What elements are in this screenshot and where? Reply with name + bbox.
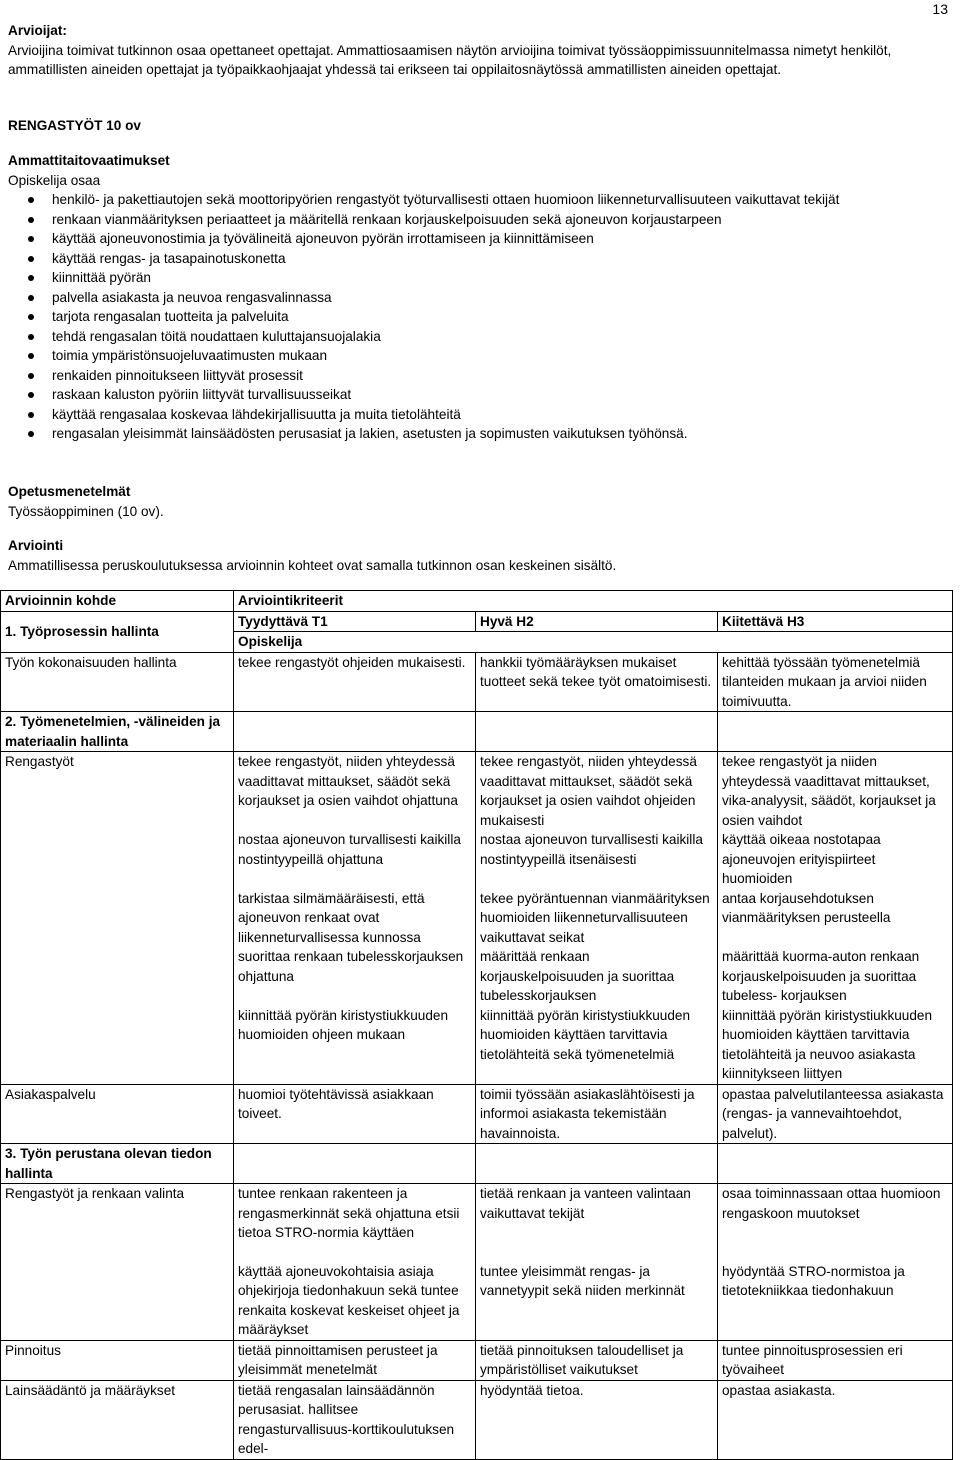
h2-cell: hankkii työmääräyksen mukaiset tuotteet sekä tekee työt omatoimisesti. <box>476 652 718 712</box>
h3-cell: määrittää kuorma-auton renkaan korjauskelpoisuuden ja suorittaa tubeless- korjauksen <box>718 947 953 1006</box>
h3-cell: käyttää oikeaa nostotapaa ajoneuvojen erityispiirteet huomioiden <box>718 830 953 889</box>
t1-cell: nostaa ajoneuvon turvallisesti kaikilla nostintyypeillä ohjattuna <box>234 830 476 889</box>
target-lainsaadanto: Lainsäädäntö ja määräykset <box>1 1380 234 1459</box>
list-item: renkaiden pinnoitukseen liittyvät prosessit <box>8 366 952 386</box>
target-pinnoitus: Pinnoitus <box>1 1340 234 1380</box>
requirements-heading: Ammattitaitovaatimukset <box>8 153 170 168</box>
h2-cell: kiinnittää pyörän kiristystiukkuuden huomioiden käyttäen tarvittavia tietolähteitä sekä työmenetelmiä <box>476 1006 718 1085</box>
student-label: Opiskelija <box>234 632 953 653</box>
assessment-heading: Arviointi <box>8 538 64 553</box>
list-item: palvella asiakasta ja neuvoa rengasvalinnassa <box>8 288 952 308</box>
h2-cell: tuntee yleisimmät rengas- ja vannetyypit sekä niiden merkinnät <box>476 1262 718 1341</box>
section-2-title: 2. Työmenetelmien, -välineiden ja materiaalin hallinta <box>1 712 234 752</box>
h2-cell: tekee rengastyöt, niiden yhteydessä vaadittavat mittaukset, säädöt sekä korjaukset ja osien vaihdot ohjeiden mukaisesti <box>476 752 718 831</box>
h3-cell: antaa korjausehdotuksen vianmäärityksen perusteella <box>718 889 953 948</box>
t1-cell: tietää pinnoittamisen perusteet ja yleisimmät menetelmät <box>234 1340 476 1380</box>
methods-text: Työssäoppiminen (10 ov). <box>8 503 164 519</box>
list-item: tehdä rengasalan töitä noudattaen kuluttajansuojalakia <box>8 327 952 347</box>
requirements-intro: Opiskelija osaa <box>8 172 101 188</box>
h3-cell: tuntee pinnoitusprosessien eri työvaiheet <box>718 1340 953 1380</box>
col-header-criteria: Arviointikriteerit <box>234 591 953 612</box>
t1-cell: käyttää ajoneuvokohtaisia asiaja ohjekirjoja tiedonhakuun sekä tuntee renkaita koskevat keskeiset ohjeet ja määräykset <box>234 1262 476 1341</box>
target-valinta: Rengastyöt ja renkaan valinta <box>1 1184 234 1341</box>
h2-cell: hyödyntää tietoa. <box>476 1380 718 1459</box>
evaluators-heading: Arvioijat: <box>8 23 67 38</box>
t1-cell: tietää rengasalan lainsäädännön perusasiat. hallitsee rengasturvallisuus-korttikoulutuksen edel- <box>234 1380 476 1459</box>
list-item: käyttää ajoneuvonostimia ja työvälineitä ajoneuvon pyörän irrottamiseen ja kiinnittämiseen <box>8 229 952 249</box>
level-h3: Kiitettävä H3 <box>718 611 953 632</box>
t1-cell: tuntee renkaan rakenteen ja rengasmerkinnät sekä ohjattuna etsii tietoa STRO-normia käyttäen <box>234 1184 476 1262</box>
h2-cell: tietää renkaan ja vanteen valintaan vaikuttavat tekijät <box>476 1184 718 1262</box>
assessment-text: Ammatillisessa peruskoulutuksessa arvioinnin kohteet ovat samalla tutkinnon osan keskeinen sisältö. <box>8 557 617 573</box>
h3-cell: kiinnittää pyörän kiristystiukkuuden huomioiden käyttäen tarvittavia tietolähteitä ja neuvoo asiakasta kiinnitykseen liittyen <box>718 1006 953 1085</box>
t1-cell: suorittaa renkaan tubelesskorjauksen ohjattuna <box>234 947 476 1006</box>
methods-heading: Opetusmenetelmät <box>8 484 131 499</box>
t1-cell: tekee rengastyöt ohjeiden mukaisesti. <box>234 652 476 712</box>
t1-cell: tekee rengastyöt, niiden yhteydessä vaadittavat mittaukset, säädöt sekä korjaukset ja osien vaihdot ohjattuna <box>234 752 476 831</box>
col-header-target: Arvioinnin kohde <box>1 591 234 612</box>
list-item: käyttää rengasalaa koskevaa lähdekirjallisuutta ja muita tietolähteitä <box>8 405 952 425</box>
page-number: 13 <box>932 1 948 17</box>
h3-cell: osaa toiminnassaan ottaa huomioon rengaskoon muutokset <box>718 1184 953 1262</box>
list-item: renkaan vianmäärityksen periaatteet ja määritellä renkaan korjauskelpoisuuden sekä ajoneuvon korjaustarpeen <box>8 210 952 230</box>
h3-cell: kehittää työssään työmenetelmiä tilanteiden mukaan ja arvioi niiden toimivuutta. <box>718 652 953 712</box>
h3-cell: tekee rengastyöt ja niiden yhteydessä vaadittavat mittaukset, vika-analyysit, säädöt, korjaukset ja osien vaihdot <box>718 752 953 831</box>
h2-cell: tekee pyöräntuennan vianmäärityksen huomioiden liikenneturvallisuuteen vaikuttavat seikat <box>476 889 718 948</box>
target-kokonaisuus: Työn kokonaisuuden hallinta <box>1 652 234 712</box>
list-item: tarjota rengasalan tuotteita ja palveluita <box>8 307 952 327</box>
list-item: rengasalan yleisimmät lainsäädösten perusasiat ja lakien, asetusten ja sopimusten vaikutuksen työhönsä. <box>8 424 952 444</box>
h3-cell: opastaa asiakasta. <box>718 1380 953 1459</box>
t1-cell: huomioi työtehtävissä asiakkaan toiveet. <box>234 1084 476 1144</box>
h2-cell: nostaa ajoneuvon turvallisesti kaikilla nostintyypeillä itsenäisesti <box>476 830 718 889</box>
evaluators-text: Arvioijina toimivat tutkinnon osaa opettaneet opettajat. Ammattiosaamisen näytön arvioijina toimivat työssäoppimissuunnitelmassa nimetyt henkilöt, ammatillisten aineiden opettajat ja työpaikkaohjaajat yhdessä tai erikseen tai oppilaitosnäytössä ammatillisten aineiden opettajat. <box>8 42 892 77</box>
level-h2: Hyvä H2 <box>476 611 718 632</box>
target-rengastyot: Rengastyöt <box>1 752 234 1085</box>
t1-cell: kiinnittää pyörän kiristystiukkuuden huomioiden ohjeen mukaan <box>234 1006 476 1085</box>
module-title: RENGASTYÖT 10 ov <box>8 118 141 133</box>
t1-cell: tarkistaa silmämääräisesti, että ajoneuvon renkaat ovat liikenneturvallisessa kunnossa <box>234 889 476 948</box>
level-t1: Tyydyttävä T1 <box>234 611 476 632</box>
list-item: käyttää rengas- ja tasapainotuskonetta <box>8 249 952 269</box>
section-3-title: 3. Työn perustana olevan tiedon hallinta <box>1 1144 234 1184</box>
requirements-list <box>8 190 952 444</box>
list-item: toimia ympäristönsuojeluvaatimusten mukaan <box>8 346 952 366</box>
section-1-title: 1. Työprosessin hallinta <box>1 611 234 652</box>
h2-cell: tietää pinnoituksen taloudelliset ja ympäristölliset vaikutukset <box>476 1340 718 1380</box>
target-asiakaspalvelu: Asiakaspalvelu <box>1 1084 234 1144</box>
h2-cell: määrittää renkaan korjauskelpoisuuden ja suorittaa tubelesskorjauksen <box>476 947 718 1006</box>
h3-cell: hyödyntää STRO-normistoa ja tietotekniikkaa tiedonhakuun <box>718 1262 953 1341</box>
assessment-table <box>0 590 953 1460</box>
list-item: henkilö- ja pakettiautojen sekä moottoripyörien rengastyöt työturvallisesti ottaen huomioon liikenneturvallisuuteen vaikuttavat tekijät <box>8 190 952 210</box>
h2-cell: toimii työssään asiakaslähtöisesti ja informoi asiakasta tekemistään havainnoista. <box>476 1084 718 1144</box>
list-item: kiinnittää pyörän <box>8 268 952 288</box>
h3-cell: opastaa palvelutilanteessa asiakasta (rengas- ja vannevaihtoehdot, palvelut). <box>718 1084 953 1144</box>
list-item: raskaan kaluston pyöriin liittyvät turvallisuusseikat <box>8 385 952 405</box>
